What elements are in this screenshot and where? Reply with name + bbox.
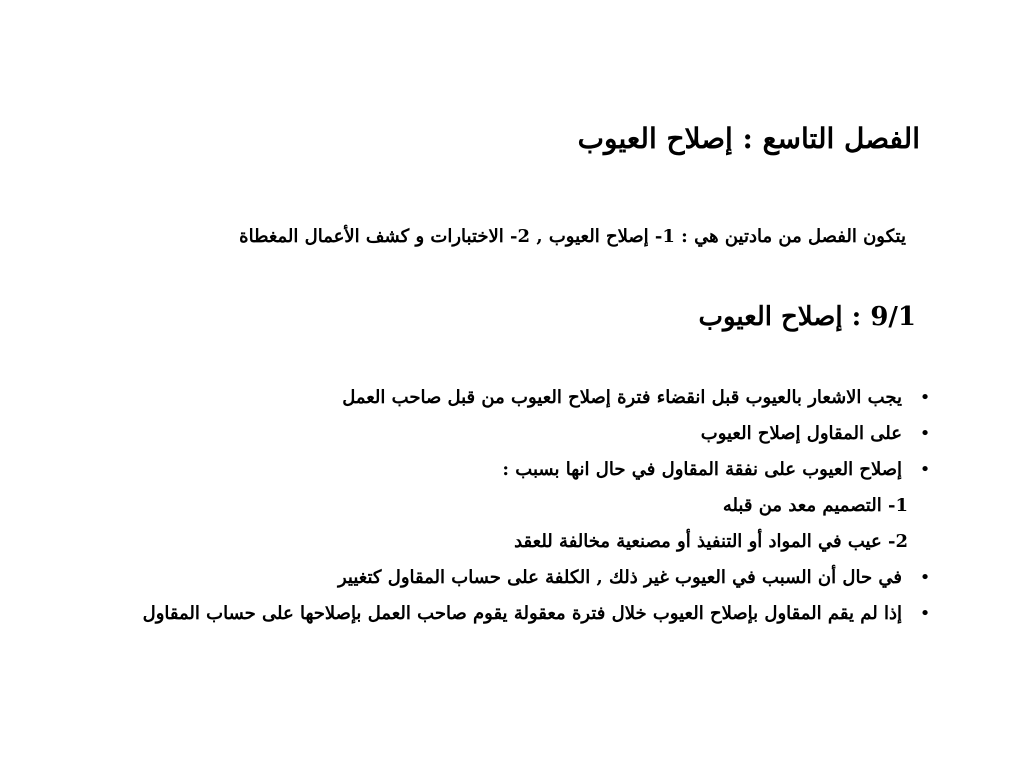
list-item-text: إذا لم يقم المقاول بإصلاح العيوب خلال فترة معقولة يقوم صاحب العمل بإصلاحها على حساب المقاول [142, 603, 902, 624]
bullet-marker: • [919, 603, 931, 624]
sub-item [132, 528, 932, 556]
chapter-intro: يتكون الفصل من مادتين هي : 1- إصلاح العيوب , 2- الاختبارات و كشف الأعمال المغطاة [239, 226, 906, 247]
list-item [132, 564, 932, 592]
bullet-marker: • [919, 423, 931, 444]
list-item [132, 420, 932, 448]
bullet-marker: • [919, 567, 931, 588]
section-heading: 9/1 : إصلاح العيوب [698, 302, 916, 332]
slide-title: الفصل التاسع : إصلاح العيوب [577, 122, 920, 155]
list-item [132, 384, 932, 412]
list-item-text: يجب الاشعار بالعيوب قبل انقضاء فترة إصلاح العيوب من قبل صاحب العمل [342, 387, 902, 408]
bullet-marker: • [919, 387, 931, 408]
sub-item-text: 1- التصميم معد من قبله [722, 495, 908, 516]
list-item-text: في حال أن السبب في العيوب غير ذلك , الكلفة على حساب المقاول كتغيير [338, 567, 902, 588]
list-item-text: إصلاح العيوب على نفقة المقاول في حال انها بسبب : [502, 459, 902, 480]
list-item [132, 600, 932, 628]
bullet-marker: • [919, 459, 931, 480]
sub-item [132, 492, 932, 520]
sub-item-text: 2- عيب في المواد أو التنفيذ أو مصنعية مخالفة للعقد [514, 531, 908, 552]
list-item [132, 456, 932, 484]
content-list [132, 384, 932, 636]
list-item-text: على المقاول إصلاح العيوب [700, 423, 902, 444]
